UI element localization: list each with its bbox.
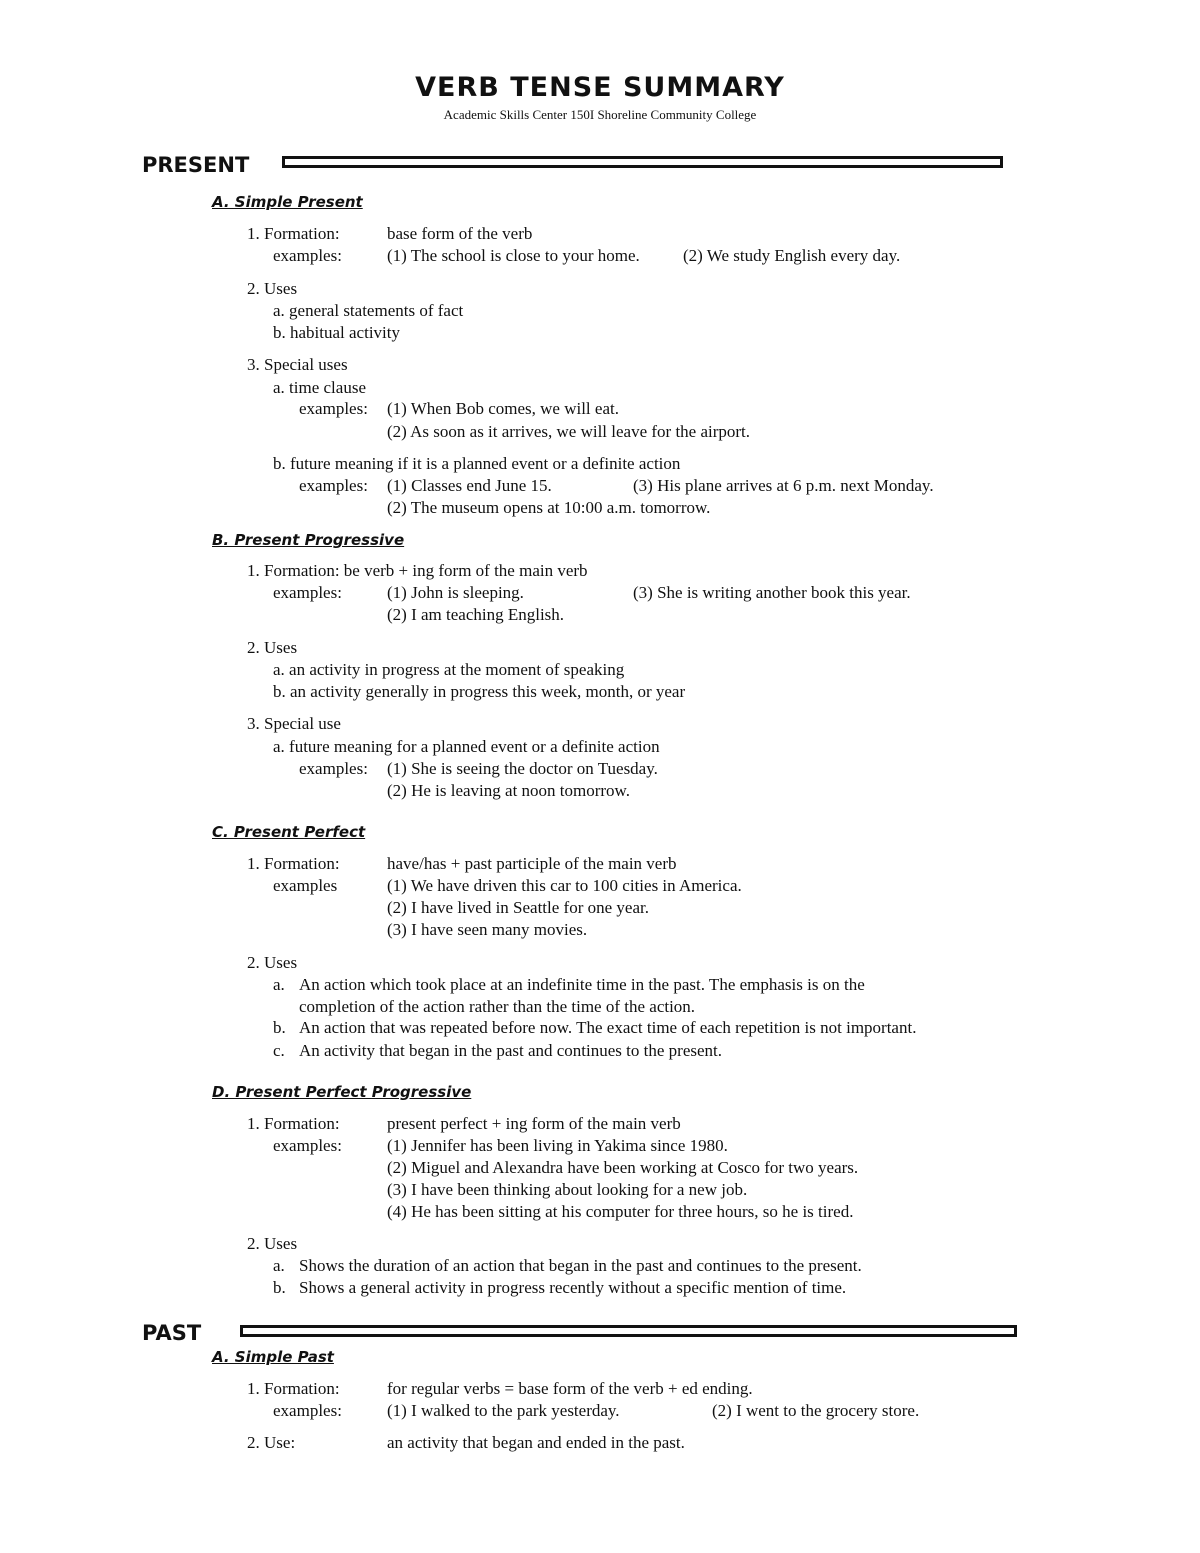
subsection-simple-past: A. Simple Past	[212, 1348, 334, 1366]
use-b: b. an activity generally in progress this week, month, or year	[273, 682, 686, 701]
use-b-marker: b.	[273, 1018, 286, 1037]
formation-label: 1. Formation:	[247, 854, 340, 873]
example-1: (1) When Bob comes, we will eat.	[387, 399, 619, 418]
section-heading-past: PAST	[142, 1321, 202, 1345]
examples-label: examples:	[273, 1136, 342, 1155]
example-2: (2) The museum opens at 10:00 a.m. tomorrow.	[387, 498, 711, 517]
examples-label: examples:	[273, 246, 342, 265]
example-3: (3) I have seen many movies.	[387, 920, 588, 939]
uses-label: 2. Uses	[247, 1234, 298, 1253]
example-2: (2) I am teaching English.	[387, 605, 565, 624]
uses-label: 2. Uses	[247, 279, 298, 298]
examples-label: examples	[273, 876, 338, 895]
example-2: (2) I went to the grocery store.	[712, 1401, 920, 1420]
use-c: An activity that began in the past and continues to the present.	[299, 1041, 722, 1060]
example-3: (3) I have been thinking about looking for a new job.	[387, 1180, 748, 1199]
formation-value: for regular verbs = base form of the verb + ed ending.	[387, 1379, 753, 1398]
use-a-line-2: completion of the action rather than the time of the action.	[299, 997, 696, 1016]
use-a: a. general statements of fact	[273, 301, 464, 320]
use-label: 2. Use:	[247, 1433, 296, 1452]
special-use-b: b. future meaning if it is a planned event or a definite action	[273, 454, 681, 473]
subsection-present-perfect: C. Present Perfect	[212, 823, 366, 841]
example-1: (1) She is seeing the doctor on Tuesday.	[387, 759, 658, 778]
example-2: (2) We study English every day.	[683, 246, 901, 265]
section-rule-present	[282, 156, 1003, 168]
formation-label: 1. Formation:	[247, 224, 340, 243]
formation-value: have/has + past participle of the main verb	[387, 854, 677, 873]
formation-label: 1. Formation: be verb + ing form of the main verb	[247, 561, 588, 580]
subsection-simple-present: A. Simple Present	[212, 193, 363, 211]
subsection-present-progressive: B. Present Progressive	[212, 531, 405, 549]
examples-label: examples:	[299, 476, 368, 495]
use-a-marker: a.	[273, 975, 285, 994]
examples-label: examples:	[299, 759, 368, 778]
subsection-present-perfect-progressive: D. Present Perfect Progressive	[212, 1083, 472, 1101]
uses-label: 2. Uses	[247, 638, 298, 657]
use-b: An action that was repeated before now. The exact time of each repetition is not important.	[299, 1018, 917, 1037]
example-2: (2) Miguel and Alexandra have been working at Cosco for two years.	[387, 1158, 859, 1177]
example-1: (1) Classes end June 15.	[387, 476, 552, 495]
example-1: (1) John is sleeping.	[387, 583, 524, 602]
document-title: VERB TENSE SUMMARY	[415, 72, 785, 103]
use-a: Shows the duration of an action that began in the past and continues to the present.	[299, 1256, 862, 1275]
examples-label: examples:	[273, 583, 342, 602]
use-value: an activity that began and ended in the past.	[387, 1433, 685, 1452]
use-b-marker: b.	[273, 1278, 286, 1297]
example-1: (1) Jennifer has been living in Yakima since 1980.	[387, 1136, 728, 1155]
example-2: (2) He is leaving at noon tomorrow.	[387, 781, 630, 800]
section-heading-present: PRESENT	[142, 153, 250, 177]
examples-label: examples:	[273, 1401, 342, 1420]
use-c-marker: c.	[273, 1041, 285, 1060]
section-rule-past	[240, 1325, 1017, 1337]
use-a-line-1: An action which took place at an indefinite time in the past. The emphasis is on the	[299, 975, 865, 994]
use-b: Shows a general activity in progress recently without a specific mention of time.	[299, 1278, 847, 1297]
special-use-label: 3. Special use	[247, 714, 341, 733]
formation-label: 1. Formation:	[247, 1379, 340, 1398]
formation-value: present perfect + ing form of the main verb	[387, 1114, 681, 1133]
special-use-a: a. future meaning for a planned event or a definite action	[273, 737, 660, 756]
example-4: (4) He has been sitting at his computer for three hours, so he is tired.	[387, 1202, 854, 1221]
use-a-marker: a.	[273, 1256, 285, 1275]
example-1: (1) We have driven this car to 100 cities in America.	[387, 876, 742, 895]
document-subtitle: Academic Skills Center 150I Shoreline Community College	[443, 107, 757, 122]
special-use-a: a. time clause	[273, 378, 366, 397]
use-a: a. an activity in progress at the moment of speaking	[273, 660, 625, 679]
use-b: b. habitual activity	[273, 323, 400, 342]
example-2: (2) As soon as it arrives, we will leave for the airport.	[387, 422, 751, 441]
example-1: (1) I walked to the park yesterday.	[387, 1401, 620, 1420]
formation-label: 1. Formation:	[247, 1114, 340, 1133]
uses-label: 2. Uses	[247, 953, 298, 972]
example-2: (2) I have lived in Seattle for one year.	[387, 898, 649, 917]
examples-label: examples:	[299, 399, 368, 418]
example-3: (3) His plane arrives at 6 p.m. next Monday.	[633, 476, 934, 495]
special-uses-label: 3. Special uses	[247, 355, 348, 374]
formation-value: base form of the verb	[387, 224, 533, 243]
example-3: (3) She is writing another book this year.	[633, 583, 911, 602]
example-1: (1) The school is close to your home.	[387, 246, 640, 265]
